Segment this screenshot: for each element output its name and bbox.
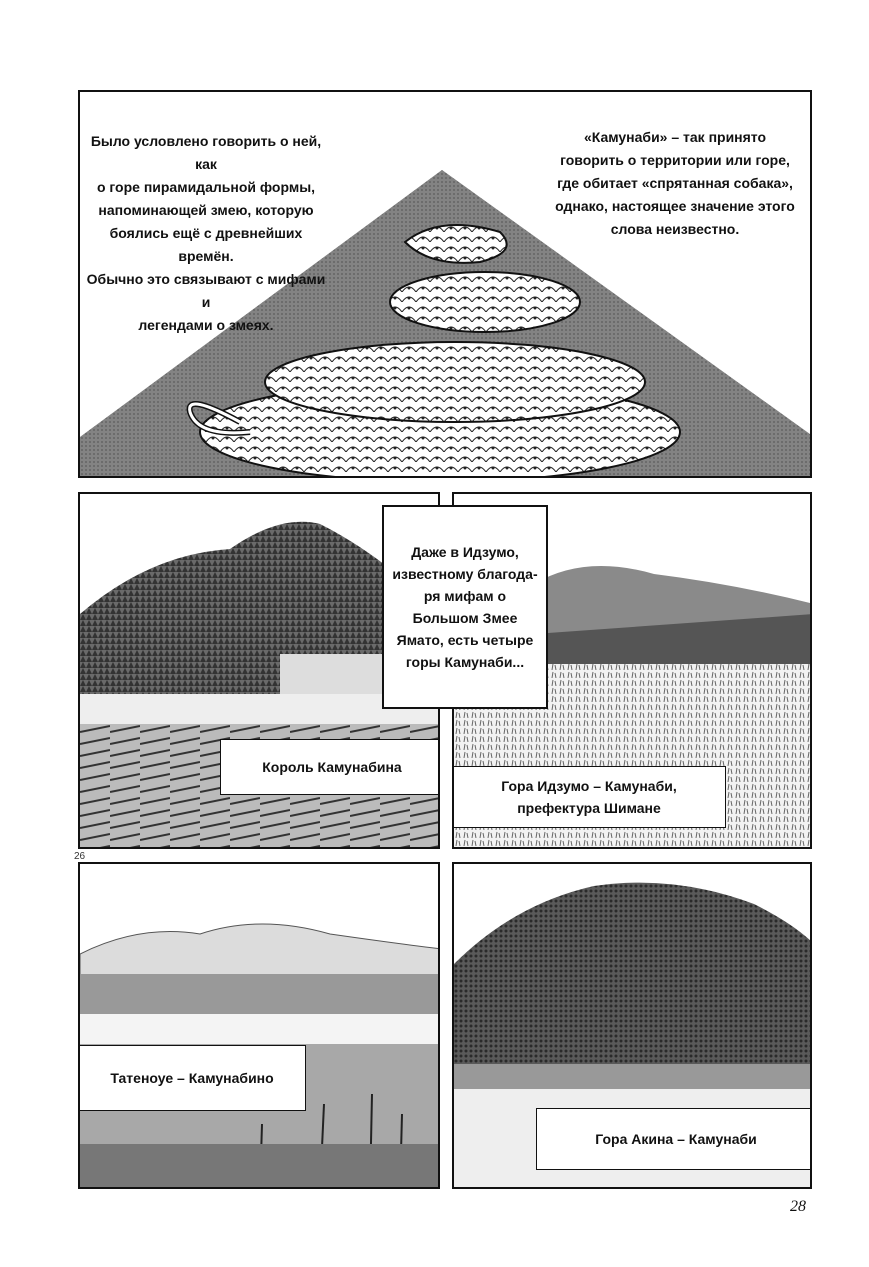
- center-narration-box: Даже в Идзумо, известному благода- ря мифам о Большом Змее Ямато, есть четыре горы Камунаби...: [382, 505, 548, 709]
- label-mount-akina: Гора Акина – Камунаби: [536, 1108, 812, 1170]
- panel-bottom-left-landscape: [78, 862, 440, 1189]
- label-king-kamunabina: Король Камунабина: [220, 739, 440, 795]
- caption-right: «Камунаби» – так принято говорить о территории или горе, где обитает «спрятанная собака», однако, настоящее значение этого слова неизвестно.: [555, 129, 795, 237]
- label-tatenoue: Татеноуе – Камунабино: [78, 1045, 306, 1111]
- page-number: 28: [790, 1198, 806, 1215]
- snake-coil-top: [390, 272, 580, 332]
- reeds-field-illustration: [80, 864, 440, 1189]
- label-mount-izumo: Гора Идзумо – Камунаби, префектура Шимане: [452, 766, 726, 828]
- margin-page-number: 26: [74, 851, 86, 862]
- snake-coil-middle: [265, 342, 645, 422]
- panel-top-snake-mountain: [78, 90, 812, 478]
- caption-left: Было условлено говорить о ней, как о горе пирамидальной формы, напоминающей змею, которую боялись ещё с древнейших времён. Обычно это связывают с мифами и легендами о змеях.: [86, 133, 326, 333]
- panel-bottom-right-landscape: [452, 862, 812, 1189]
